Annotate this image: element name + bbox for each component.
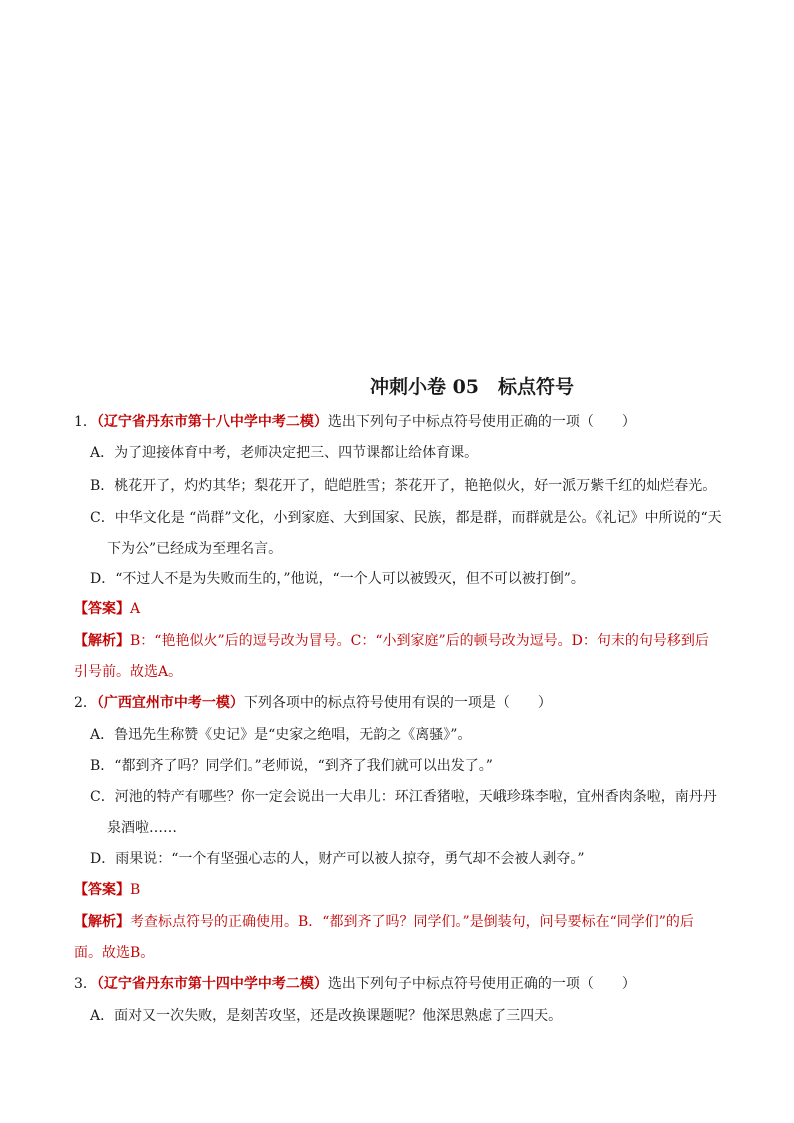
- question-source: （辽宁省丹东市第十四中学中考二模）: [96, 976, 328, 992]
- question-source: （广西宜州市中考一模）: [96, 695, 244, 711]
- option-a: A．鲁迅先生称赞《史记》是“史家之绝唱，无韵之《离骚》”。: [90, 727, 472, 743]
- option-b: B．桃花开了，灼灼其华；梨花开了，皑皑胜雪；茶花开了，艳艳似火，好一派万紫千红的灿烂春光。: [90, 478, 717, 494]
- analysis-continued: 面。故选B。: [74, 945, 155, 961]
- question-text: 下列各项中的标点符号使用有误的一项是（ ）: [243, 695, 552, 711]
- option-c-continued: 下为公”已经成为至理名言。: [107, 541, 283, 557]
- question-number: 2．: [74, 695, 97, 711]
- analysis: [74, 912, 694, 932]
- analysis: [74, 631, 709, 651]
- question-number: 1．: [74, 414, 97, 430]
- analysis-continued: 引号前。故选A。: [74, 664, 183, 680]
- question-source: （辽宁省丹东市第十八中学中考二模）: [96, 414, 328, 430]
- answer: [74, 599, 140, 619]
- option-c: C．河池的特产有哪些？你一定会说出一大串儿：环江香猪啦，天峨珍珠李啦，宜州香肉条啦，南丹丹: [90, 789, 717, 805]
- question-2-stem: [74, 693, 552, 713]
- option-a: A．为了迎接体育中考，老师决定把三、四节课都让给体育课。: [90, 445, 479, 461]
- option-c: C．中华文化是 “尚群”文化，小到家庭、大到国家、民族，都是群，而群就是公。《礼记》中所说的“天: [90, 510, 722, 526]
- answer: [74, 880, 140, 900]
- question-3-stem: [74, 974, 636, 994]
- analysis-label: 【解析】: [74, 633, 130, 649]
- question-text: 选出下列句子中标点符号使用正确的一项（ ）: [327, 976, 636, 992]
- analysis-label: 【解析】: [74, 914, 130, 930]
- question-text: 选出下列句子中标点符号使用正确的一项（ ）: [327, 414, 636, 430]
- analysis-text: 考查标点符号的正确使用。B．“都到齐了吗？同学们。”是倒装句，问号要标在“同学们”的后: [130, 914, 694, 930]
- answer-value: B: [130, 882, 141, 898]
- answer-label: 【答案】: [74, 882, 130, 898]
- question-1-stem: [74, 412, 636, 432]
- question-number: 3．: [74, 976, 97, 992]
- option-c-continued: 泉酒啦……: [107, 820, 177, 836]
- analysis-text: B：“艳艳似火”后的逗号改为冒号。C：“小到家庭”后的顿号改为逗号。D：句末的句号移到后: [130, 633, 709, 649]
- option-b: B．“都到齐了吗？同学们。”老师说，“到齐了我们就可以出发了。”: [90, 758, 493, 774]
- option-d: D．雨果说：“一个有坚强心志的人，财产可以被人掠夺，勇气却不会被人剥夺。”: [90, 851, 585, 867]
- answer-label: 【答案】: [74, 601, 130, 617]
- option-a: A．面对又一次失败，是刻苦攻坚，还是改换课题呢？他深思熟虑了三四天。: [90, 1008, 563, 1024]
- page-title: 冲刺小卷 05 标点符号: [369, 376, 575, 398]
- answer-value: A: [130, 601, 141, 617]
- option-d: D．“不过人不是为失败而生的，”他说，“一个人可以被毁灭，但不可以被打倒”。: [90, 571, 585, 587]
